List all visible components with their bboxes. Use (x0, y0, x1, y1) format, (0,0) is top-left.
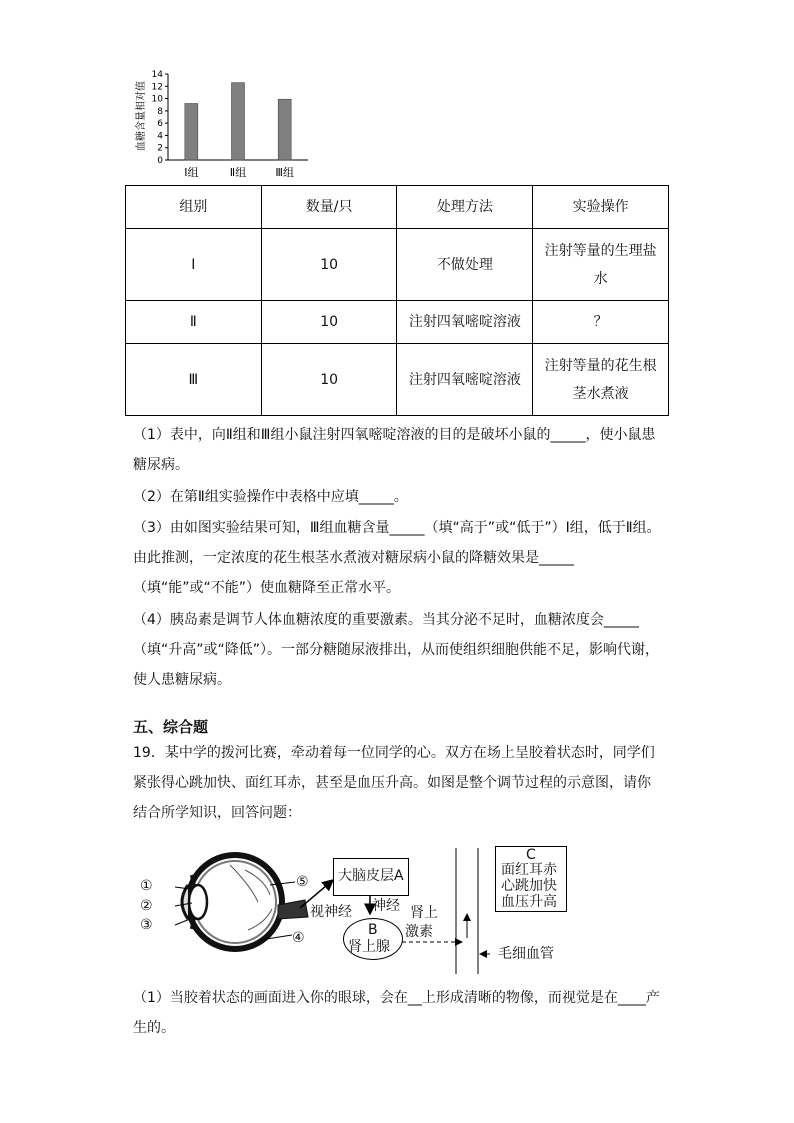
b-letter: B (368, 922, 378, 938)
c-letter: C (526, 847, 536, 863)
bar (278, 99, 291, 160)
effect-3: 血压升高 (501, 894, 557, 910)
experiment-table (125, 185, 669, 416)
x-category-label: Ⅲ组 (275, 166, 294, 179)
header-group: 组别 (126, 186, 262, 229)
header-operation: 实验操作 (533, 186, 669, 229)
label-3: ③ (140, 917, 153, 933)
hormone-label-line1: 肾上 (410, 905, 438, 921)
table-row (126, 344, 669, 416)
cell-operation: 注射等量的花生根茎水煮液 (533, 344, 669, 416)
q19-stem: 19．某中学的拨河比赛，牵动着每一位同学的心。双方在场上呈胶着状态时，同学们紧张得心跳加快、面红耳赤，甚至是血压升高。如图是整个调节过程的示意图，请你结合所学知识，回答问题： (133, 745, 655, 821)
table-row (126, 301, 669, 344)
y-tick-label: 8 (157, 106, 163, 117)
cell-group: Ⅲ (126, 344, 262, 416)
optic-nerve-label: 视神经 (310, 904, 352, 920)
y-tick-label: 6 (157, 119, 163, 130)
cell-method: 不做处理 (397, 229, 533, 301)
cell-count: 10 (261, 229, 397, 301)
adrenal-gland-oval (343, 918, 403, 960)
cell-operation: ？ (533, 301, 669, 344)
label-2: ② (140, 898, 153, 914)
y-tick-label: 10 (151, 94, 163, 105)
y-axis-label: 血糖含量相对值 (136, 81, 147, 151)
nerve-label: 神经 (372, 898, 400, 914)
q18-part4: （4）胰岛素是调节人体血糖浓度的重要激素。当其分泌不足时，血糖浓度会_____（填“升高”或“降低”）。一部分糖随尿液排出，从而使组织细胞供能不足，影响代谢，使人患糖尿病。 (133, 612, 660, 688)
cell-count: 10 (261, 344, 397, 416)
cell-count: 10 (261, 301, 397, 344)
header-method: 处理方法 (397, 186, 533, 229)
label-4: ④ (292, 930, 305, 946)
label-5: ⑤ (296, 874, 309, 890)
y-tick-label: 0 (157, 156, 163, 166)
bar (232, 83, 245, 160)
q18-part3: （3）由如图实验结果可知，Ⅲ组血糖含量_____（填“高于”或“低于”）Ⅰ组，低于Ⅱ组。由此推测，一定浓度的花生根茎水煮液对糖尿病小鼠的降糖效果是_____（填“能”或“不能”）使血糖降至正常水平。 (133, 520, 661, 596)
cell-group: Ⅰ (126, 229, 262, 301)
cell-group: Ⅱ (126, 301, 262, 344)
table-row (126, 229, 669, 301)
box-cerebral-cortex (333, 858, 409, 896)
q18-part2: （2）在第Ⅱ组实验操作中表格中应填_____。 (133, 489, 408, 505)
box-effects (495, 846, 567, 912)
bar-chart (130, 64, 315, 184)
cell-method: 注射四氧嘧啶溶液 (397, 344, 533, 416)
y-tick-label: 2 (157, 143, 163, 154)
capillary-label: 毛细血管 (498, 946, 554, 962)
effect-1: 面红耳赤 (501, 862, 557, 878)
hormone-label-line2: 激素 (405, 924, 433, 940)
table-header-row (126, 186, 669, 229)
header-count: 数量/只 (261, 186, 397, 229)
y-tick-label: 14 (151, 70, 163, 80)
x-category-label: Ⅱ组 (229, 166, 247, 179)
cell-method: 注射四氧嘧啶溶液 (397, 301, 533, 344)
y-tick-label: 12 (151, 82, 163, 93)
box-a-label: 大脑皮层A (338, 868, 404, 884)
section-title: 五、综合题 (133, 718, 209, 736)
q19-part1: （1）当胶着状态的画面进入你的眼球，会在__上形成清晰的物像，而视觉是在____产生的。 (133, 990, 660, 1036)
bar (185, 103, 198, 160)
label-1: ① (140, 878, 153, 894)
x-category-label: Ⅰ组 (184, 166, 199, 179)
effect-2: 心跳加快 (501, 878, 557, 894)
b-name: 肾上腺 (348, 939, 390, 955)
q18-part1: （1）表中，向Ⅱ组和Ⅲ组小鼠注射四氧嘧啶溶液的目的是破坏小鼠的_____，使小鼠患糖尿病。 (133, 427, 656, 473)
y-tick-label: 4 (157, 131, 163, 142)
cell-operation: 注射等量的生理盐水 (533, 229, 669, 301)
